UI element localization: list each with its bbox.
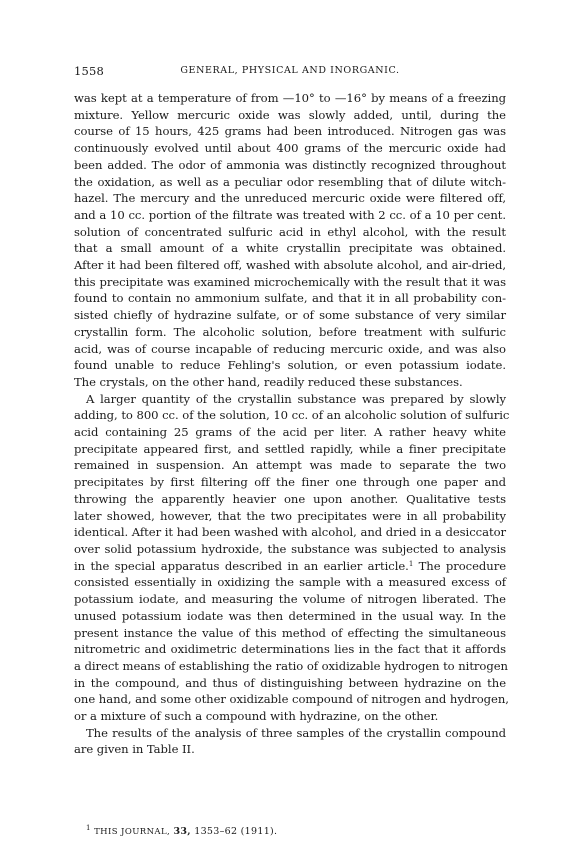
text-line: later showed, however, that the two precipitates were in all probability (74, 508, 506, 523)
text-line: been added. The odor of ammonia was distinctly recognized throughout (74, 157, 506, 172)
footnote-volume: 33, (173, 826, 191, 837)
paragraph-2 (74, 391, 510, 725)
text-line: this precipitate was examined microchemically with the result that it was (74, 274, 506, 289)
text-line: throwing the apparently heavier one upon another. Qualitative tests (74, 491, 506, 506)
text-segment: in the special apparatus described in an earlier article. (74, 558, 409, 573)
text-segment: The procedure (418, 558, 507, 573)
text-line: precipitate appeared first, and settled rapidly, while a finer precipitate (74, 441, 506, 456)
page-number: 1558 (74, 64, 105, 78)
text-line: found unable to reduce Fehling's solution, or even potassium iodate. (74, 358, 506, 373)
text-line: over solid potassium hydroxide, the substance was subjected to analysis (74, 541, 506, 556)
text-line: a direct means of establishing the ratio of oxidizable hydrogen to nitrogen (74, 658, 508, 673)
footnote-mark: 1 (86, 824, 91, 832)
text-line: that a small amount of a white crystallin precipitate was obtained. (74, 241, 506, 256)
text-line: or a mixture of such a compound with hydrazine, on the other. (74, 709, 439, 724)
text-line: unused potassium iodate was then determined in the usual way. In the (74, 608, 506, 623)
paragraph-1 (74, 90, 506, 391)
text-line: and a 10 cc. portion of the filtrate was treated with 2 cc. of a 10 per cent. (74, 207, 506, 222)
text-line: consisted essentially in oxidizing the sample with a measured excess of (74, 575, 506, 590)
text-line: The results of the analysis of three samples of the crystallin compound (86, 725, 506, 740)
text-line: acid containing 25 grams of the acid per liter. A rather heavy white (74, 425, 506, 440)
text-line: present instance the value of this method of effecting the simultaneous (74, 625, 506, 640)
text-line: adding, to 800 cc. of the solution, 10 cc. of an alcoholic solution of sulfuric (74, 408, 510, 423)
text-line: sisted chiefly of hydrazine sulfate, or of some substance of very similar (74, 308, 506, 323)
text-line: After it had been filtered off, washed with absolute alcohol, and air-dried, (74, 258, 506, 273)
text-line: found to contain no ammonium sulfate, and that it in all probability con- (74, 291, 506, 306)
footnote-reference: 1 (408, 559, 414, 568)
text-line: The crystals, on the other hand, readily reduced these substances. (74, 374, 463, 389)
text-line: continuously evolved until about 400 grams of the mercuric oxide had (74, 141, 506, 156)
article-body (74, 90, 510, 758)
text-line: A larger quantity of the crystallin substance was prepared by slowly (86, 391, 506, 406)
text-line-with-footnote (74, 558, 506, 575)
page-header (74, 64, 506, 80)
text-line: one hand, and some other oxidizable compound of nitrogen and hydrogen, (74, 692, 509, 707)
footnote-journal: THIS JOURNAL, (94, 827, 171, 837)
text-line: remained in suspension. An attempt was made to separate the two (74, 458, 506, 473)
text-line: precipitates by first filtering off the finer one through one paper and (74, 475, 506, 490)
text-line: are given in Table II. (74, 742, 195, 757)
text-line: hazel. The mercury and the unreduced mercuric oxide were filtered off, (74, 191, 506, 206)
paragraph-3 (74, 725, 506, 758)
text-line: nitrometric and oxidimetric determinations lies in the fact that it affords (74, 642, 506, 657)
running-title: GENERAL, PHYSICAL AND INORGANIC. (180, 65, 400, 76)
footnote-pages: 1353–62 (1911). (194, 826, 278, 837)
text-line: potassium iodate, and measuring the volume of nitrogen liberated. The (74, 592, 506, 607)
text-line: identical. After it had been washed with alcohol, and dried in a desiccator (74, 525, 506, 540)
text-line: course of 15 hours, 425 grams had been introduced. Nitrogen gas was (74, 124, 506, 139)
text-line: acid, was of course incapable of reducing mercuric oxide, and was also (74, 341, 506, 356)
footnote (86, 826, 486, 837)
text-line: crystallin form. The alcoholic solution, before treatment with sulfuric (74, 324, 506, 339)
text-line: the oxidation, as well as a peculiar odor resembling that of dilute witch- (74, 174, 506, 189)
text-line: mixture. Yellow mercuric oxide was slowly added, until, during the (74, 107, 506, 122)
text-line: was kept at a temperature of from —10° to —16° by means of a freezing (74, 91, 506, 105)
text-line: in the compound, and thus of distinguishing between hydrazine on the (74, 675, 506, 690)
text-line: solution of concentrated sulfuric acid in ethyl alcohol, with the result (74, 224, 506, 239)
